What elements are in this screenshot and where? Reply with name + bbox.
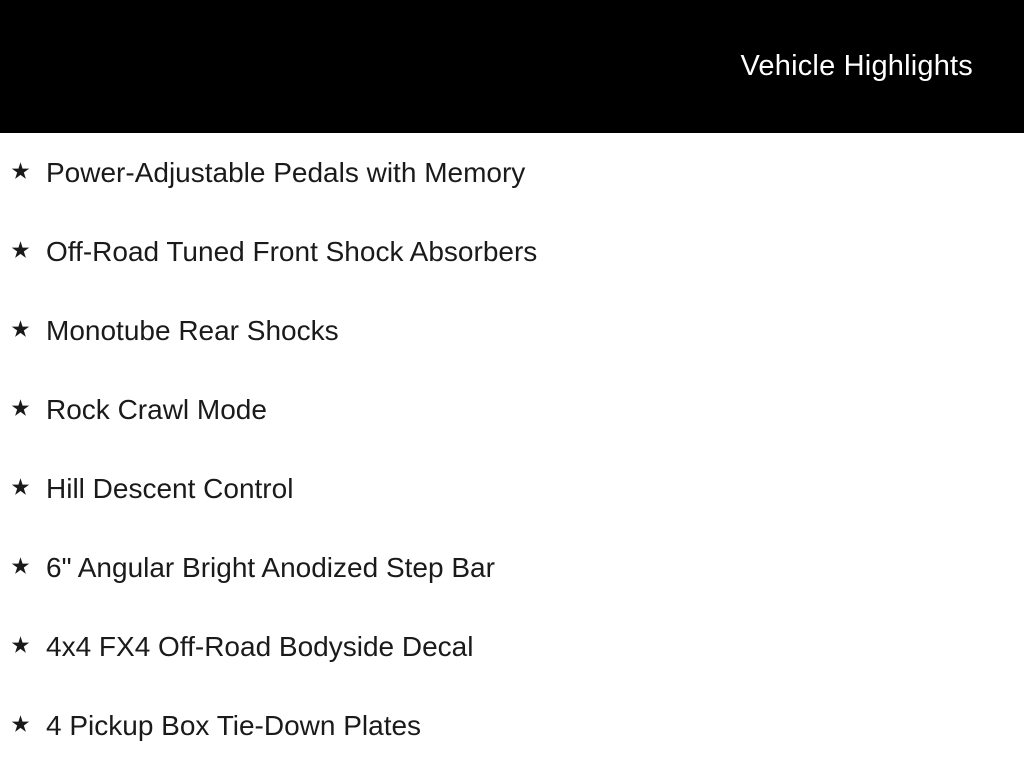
list-item — [10, 370, 1024, 449]
list-item-label: 6" Angular Bright Anodized Step Bar — [46, 551, 495, 583]
star-icon — [10, 714, 31, 734]
list-item-label: Power-Adjustable Pedals with Memory — [46, 156, 526, 188]
list-item — [10, 686, 1024, 765]
list-item — [10, 291, 1024, 370]
list-item-label: 4x4 FX4 Off-Road Bodyside Decal — [46, 630, 474, 662]
list-item — [10, 528, 1024, 607]
list-item — [10, 607, 1024, 686]
star-icon — [10, 161, 31, 181]
star-icon — [10, 240, 31, 260]
highlights-list — [0, 133, 1024, 765]
list-item-label: Rock Crawl Mode — [46, 393, 267, 425]
list-item-label: Off-Road Tuned Front Shock Absorbers — [46, 235, 538, 267]
star-icon — [10, 398, 31, 418]
star-icon — [10, 556, 31, 576]
list-item — [10, 449, 1024, 528]
star-icon — [10, 319, 31, 339]
header-bar — [0, 0, 1024, 133]
list-item-label: Hill Descent Control — [46, 472, 294, 504]
list-item-label: Monotube Rear Shocks — [46, 314, 339, 346]
list-item-label: 4 Pickup Box Tie-Down Plates — [46, 709, 422, 741]
star-icon — [10, 635, 31, 655]
list-item — [10, 133, 1024, 212]
star-icon — [10, 477, 31, 497]
list-item — [10, 212, 1024, 291]
page-title: Vehicle Highlights — [740, 50, 973, 82]
